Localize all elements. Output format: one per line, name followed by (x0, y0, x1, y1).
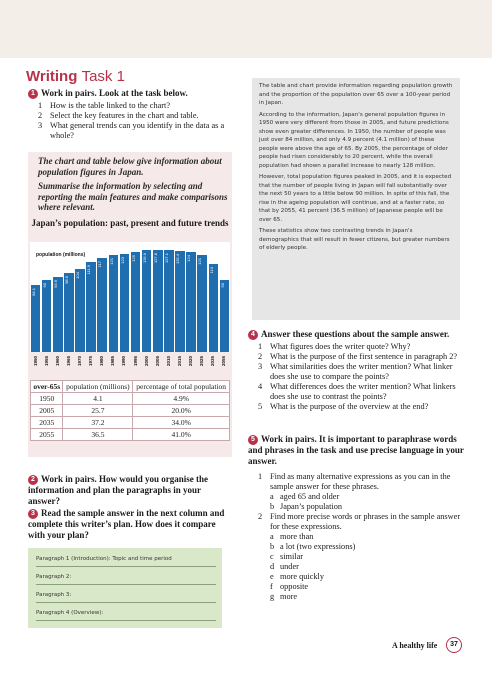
bar-value-label: 123 (119, 256, 125, 264)
chart-title: Japan’s population: past, present and future trends (31, 218, 229, 228)
x-tick-label: 1965 (65, 356, 71, 367)
section-2-heading (28, 474, 228, 507)
plan-line[interactable]: Paragraph 3: (36, 592, 216, 603)
x-tick-label: 2055 (221, 356, 227, 367)
chart-bar (209, 264, 219, 352)
over-65s-table (30, 380, 230, 441)
chart-bar (75, 269, 85, 352)
chart-bar (131, 252, 141, 352)
table-column-header: percentage of total population (133, 381, 230, 393)
chart-bar (153, 250, 163, 352)
section-4-questions (258, 342, 468, 412)
table-row: 2055 36.5 41.0% (31, 429, 230, 441)
table-column-header: population (millions) (63, 381, 133, 393)
bar-value-label: 110 (208, 267, 214, 274)
table-row: 1950 4.1 4.9% (31, 393, 230, 405)
section-5-text: Work in pairs. It is important to paraphrase words and phrases in the task and use precise language in your answer. (248, 434, 464, 466)
chart-bar (86, 262, 96, 352)
list-item: f opposite (270, 582, 309, 591)
x-tick-label: 2035 (210, 356, 216, 367)
chart-y-label: population (millions) (36, 252, 86, 258)
list-item: 1 What figures does the writer quote? Why? (258, 342, 411, 351)
list-item: b a lot (two expressions) (270, 542, 356, 551)
x-tick-label: 1990 (121, 356, 127, 367)
x-tick-label: 1975 (88, 356, 94, 367)
bar-value-label: 98.9 (64, 275, 70, 284)
chart-bar (53, 277, 63, 352)
sample-paragraph: The table and chart provide information regarding population growth and the proportion of the population over 65 over a 100-year period in Japan. (259, 83, 453, 106)
section-1-text: Work in pairs. Look at the task below. (41, 88, 188, 98)
chart-bar (164, 250, 174, 352)
list-item: 3 What similarities does the writer mention? What linker does she use to compare the points? (258, 362, 453, 381)
x-tick-label: 1955 (43, 356, 49, 367)
section-4-heading (248, 329, 468, 340)
bar-value-label: 84.1 (30, 287, 36, 296)
section-number-badge: 5 (248, 435, 258, 445)
list-item: 2 What is the purpose of the first sentence in paragraph 2? (258, 352, 458, 361)
list-item: a aged 65 and older (270, 492, 340, 501)
task-prompt-intro: The chart and table below give information about population figures in Japan. (38, 156, 222, 177)
chart-bar (109, 255, 119, 352)
header-band (0, 0, 492, 58)
table-row: 2005 25.7 20.0% (31, 405, 230, 417)
list-item: g more (270, 592, 298, 601)
bar-value-label: 117 (97, 261, 103, 268)
sample-paragraph: According to the information, Japan's general population figures in 1950 were very different from those in 2005, and future predictions show even greater differences. In 1950, the number of people was just over 84 million, and only 4.9 percent (4.1 million) of these people were above the age of 65. By 2005, the percentage of older people had risen considerably to 20 percent, while the overall population had shown a parallel increase to nearly 128 million. (259, 111, 449, 169)
bar-value-label: 125 (130, 255, 136, 262)
chart-bar (120, 254, 130, 352)
bar-value-label: 104 (75, 271, 81, 279)
x-tick-label: 2010 (165, 356, 171, 367)
list-item: e more quickly (270, 572, 325, 581)
list-item: 1 How is the table linked to the chart? (38, 101, 171, 110)
plan-line[interactable]: Paragraph 4 (Overview): (36, 610, 216, 621)
list-item: 2 Find more precise words or phrases in the sample answer for these expressions. (258, 512, 461, 531)
chart-bar (186, 252, 196, 352)
chart-bar (220, 280, 230, 352)
list-item: 2 Select the key features in the chart and table. (38, 111, 199, 120)
writer-plan-box (28, 548, 222, 628)
list-item: 1 Find as many alternative expressions as you can in the sample answer for these phrases. (258, 472, 451, 491)
bar-value-label: 121 (197, 258, 203, 265)
x-tick-label: 2015 (177, 356, 182, 367)
section-3-heading (28, 508, 232, 541)
section-5-questions (258, 472, 468, 602)
bar-value-label: 126.9 (141, 253, 147, 264)
section-1-heading (28, 88, 238, 99)
x-tick-label: 1995 (132, 356, 138, 367)
title-word: Writing (26, 68, 78, 85)
section-number-badge: 4 (248, 330, 258, 340)
chart-bar (175, 251, 185, 352)
list-item: 4 What differences does the writer mention? What linkers does she use to contrast the points? (258, 382, 456, 401)
list-item: 5 What is the purpose of the overview at the end? (258, 402, 429, 411)
x-tick-label: 1970 (77, 356, 82, 367)
chart-bar (42, 280, 52, 352)
section-number-badge: 3 (28, 509, 38, 519)
table-row: 2035 37.2 34.0% (31, 417, 230, 429)
bar-value-label: 90 (219, 283, 225, 288)
x-tick-label: 1980 (99, 356, 105, 367)
list-item: a more than (270, 532, 314, 541)
list-item: 3 What general trends can you identify in the data as a whole? (38, 121, 225, 140)
section-5-heading (248, 434, 466, 467)
sample-paragraph: However, total population figures peaked in 2005, and it is expected that the number of people living in Japan will fall substantially over the next 50 years to a little below 90 million. In spite of this fall, the rise in the ageing population will continue, and at a faster rate, so that by 2055, 41 percent (36.5 million) of Japanese people will be over 65. (259, 174, 452, 223)
bar-value-label: 121 (108, 258, 114, 265)
sample-paragraph: These statistics show two contrasting trends in Japan's demographics that will result in fewer citizens, but greater numbers of elderly people. (259, 228, 450, 251)
chart-bar (197, 255, 207, 352)
bar-value-label: 90 (41, 283, 47, 288)
plan-line[interactable]: Paragraph 2: (36, 574, 216, 585)
x-tick-label: 1985 (110, 356, 116, 367)
table-row-header: over-65s (31, 381, 63, 393)
footer-unit-title: A healthy life (392, 641, 438, 650)
x-tick-label: 2025 (199, 356, 205, 367)
x-tick-label: 2020 (188, 356, 194, 367)
x-tick-label: 2000 (143, 356, 149, 367)
sample-answer-box (252, 78, 460, 320)
section-3-text: Read the sample answer in the next column and complete this writer’s plan. How does it compare with your plan? (28, 508, 225, 540)
title-task-number: Task 1 (81, 68, 125, 85)
page-title (26, 68, 125, 85)
chart-bar (142, 250, 152, 352)
x-tick-label: 1960 (54, 356, 60, 367)
list-item: b Japan’s population (270, 502, 342, 511)
bar-value-label: 127.1 (164, 253, 170, 264)
bar-value-label: 111.9 (86, 265, 92, 275)
section-number-badge: 1 (28, 89, 38, 99)
plan-line[interactable]: Paragraph 1 (Introduction): Topic and time period (36, 556, 216, 567)
section-1-questions (38, 101, 238, 141)
bar-value-label: 127.8 (152, 252, 158, 263)
x-tick-label: 1950 (32, 356, 38, 367)
task-prompt-instruction: Summarise the information by selecting and reporting the main features and make comparisons where relevant. (38, 181, 228, 212)
list-item: d under (270, 562, 299, 571)
chart-bar (97, 258, 107, 352)
chart-bar (31, 285, 41, 352)
list-item: c similar (270, 552, 304, 561)
section-number-badge: 2 (28, 475, 38, 485)
bar-value-label: 93.9 (52, 279, 58, 288)
bar-value-label: 125.4 (175, 254, 181, 265)
page-number: 37 (446, 637, 462, 653)
bar-value-label: 124 (186, 255, 192, 262)
x-tick-label: 2005 (154, 356, 160, 367)
section-2-text: Work in pairs. How would you organise the information and plan the paragraphs in your answer? (28, 474, 209, 506)
section-4-text: Answer these questions about the sample answer. (261, 329, 450, 339)
chart-bar (64, 273, 74, 352)
bar-chart (30, 242, 230, 352)
